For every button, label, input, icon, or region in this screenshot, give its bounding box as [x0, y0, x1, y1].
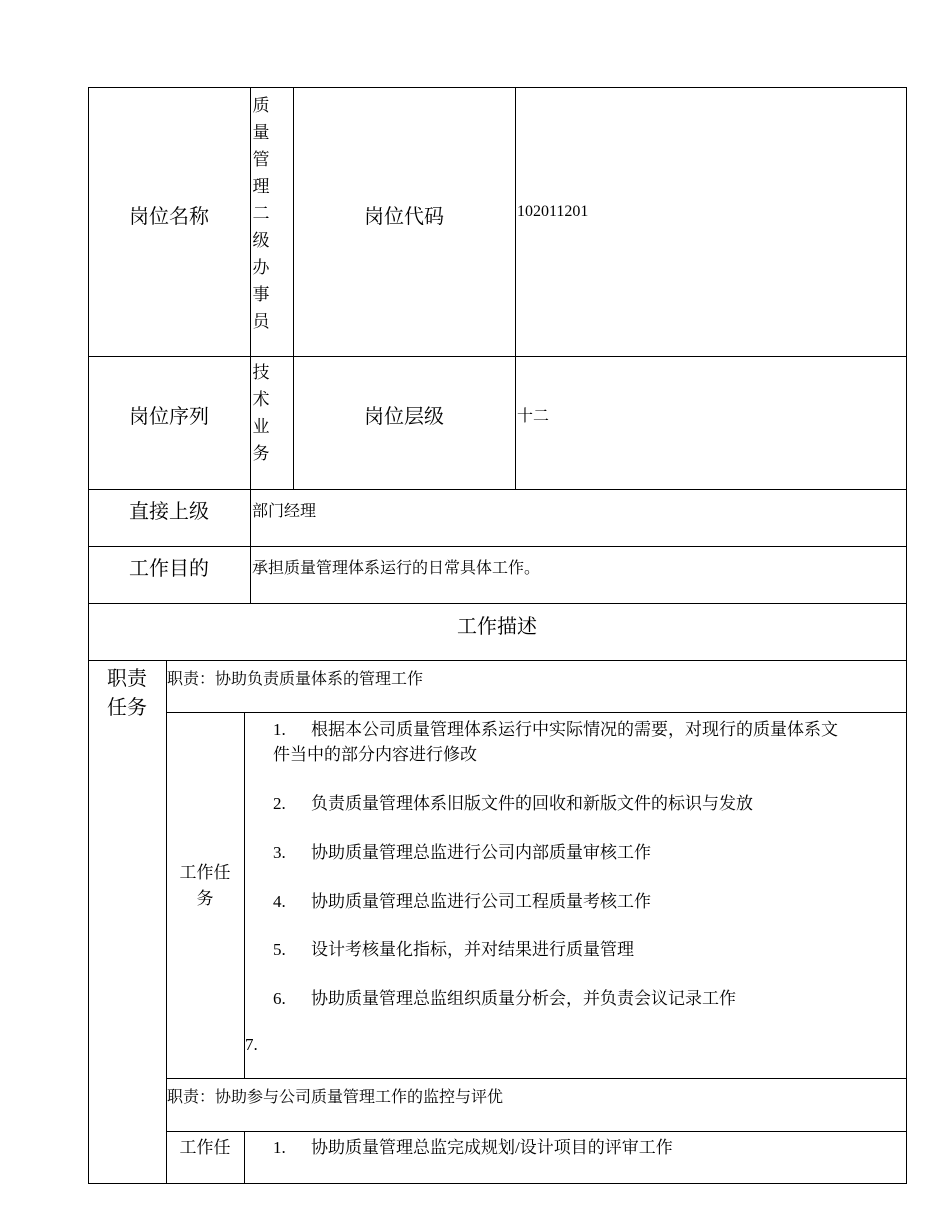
- job-series-value: 技 术 业 务: [252, 363, 270, 463]
- duty2-tasks-label: 工作任: [179, 1138, 231, 1157]
- supervisor-value: 部门经理: [252, 503, 317, 520]
- duty1-task-7: 7.: [245, 1035, 258, 1054]
- duty1-tasks-label: 工作任 务: [179, 863, 231, 908]
- duty1-task-4: 4. 协助质量管理总监进行公司工程质量考核工作: [273, 892, 651, 911]
- job-title-label: 岗位名称: [129, 206, 209, 228]
- supervisor-label: 直接上级: [129, 501, 209, 523]
- duty1-title: 职责：协助负责质量体系的管理工作: [167, 671, 424, 688]
- job-code-label: 岗位代码: [364, 206, 444, 228]
- job-series-label: 岗位序列: [129, 406, 209, 428]
- duties-label: 职责 任务: [107, 668, 147, 719]
- duty2-title: 职责：协助参与公司质量管理工作的监控与评优: [167, 1089, 504, 1106]
- duty1-task-6: 6. 协助质量管理总监组织质量分析会，并负责会议记录工作: [273, 989, 736, 1008]
- section-title: 工作描述: [457, 616, 537, 638]
- purpose-value: 承担质量管理体系运行的日常具体工作。: [252, 560, 541, 577]
- job-level-label: 岗位层级: [364, 406, 444, 428]
- duty1-task-2: 2. 负责质量管理体系旧版文件的回收和新版文件的标识与发放: [273, 794, 753, 813]
- job-level-value: 十二: [517, 408, 550, 425]
- duty1-task-5: 5. 设计考核量化指标，并对结果进行质量管理: [273, 940, 634, 959]
- duty2-task-1: 1. 协助质量管理总监完成规划/设计项目的评审工作: [273, 1138, 673, 1157]
- job-code-value: 102011201: [517, 203, 589, 220]
- duty1-task-1: 1. 根据本公司质量管理体系运行中实际情况的需要，对现行的质量体系文 件当中的部分内容进行修改: [273, 720, 838, 764]
- job-title-value: 质 量 管 理 二 级 办 事 员: [252, 96, 270, 331]
- purpose-label: 工作目的: [129, 558, 209, 580]
- duty1-task-3: 3. 协助质量管理总监进行公司内部质量审核工作: [273, 843, 651, 862]
